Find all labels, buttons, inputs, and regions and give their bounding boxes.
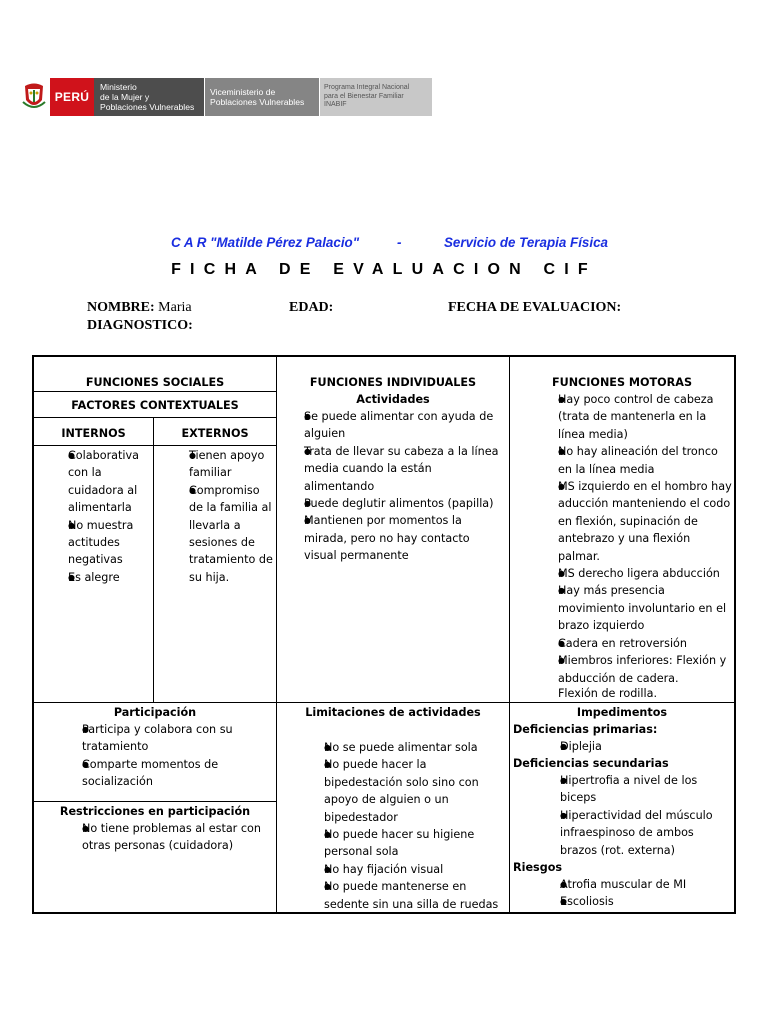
ministry-badge: Ministerio de la Mujer y Poblaciones Vulnerables: [94, 78, 204, 116]
list-item: ● Comparte momentos de socialización: [60, 756, 272, 791]
header-funciones-individuales: FUNCIONES INDIVIDUALES: [309, 376, 477, 389]
page-title: FICHA DE EVALUACION CIF: [171, 261, 597, 278]
header-factores-contextuales: FACTORES CONTEXTUALES: [71, 399, 239, 412]
list-item: ● No puede hacer la bipedestación solo sino con apoyo de alguien o un bipedestador: [302, 756, 506, 826]
motoras-list: [558, 391, 734, 687]
list-item: ● Miembros inferiores: Flexión y abducción de cadera.: [534, 652, 734, 687]
list-item: ● Hipertrofia a nivel de los biceps: [536, 772, 732, 807]
list-item: ● Diplejia: [536, 738, 732, 755]
list-item: ● Hiperactividad del músculo infraespinoso de ambos brazos (rot. externa): [536, 807, 732, 859]
peru-badge: PERÚ: [50, 78, 94, 116]
header-internos: INTERNOS: [61, 427, 126, 440]
list-item: ● Participa y colabora con su tratamiento: [60, 721, 272, 756]
list-item: ● MS derecho ligera abducción: [534, 565, 734, 582]
restricciones-list: [82, 820, 272, 855]
list-item: ● No muestra actitudes negativas: [41, 517, 149, 569]
header-actividades: Actividades: [356, 393, 430, 406]
list-item: ● No puede mantenerse en sedente sin una silla de ruedas: [302, 878, 506, 913]
list-item: ● Compromiso de la familia al llevarla a sesiones de tratamiento de su hija.: [162, 482, 274, 586]
list-item: ● Hay poco control de cabeza (trata de mantenerla en la línea media): [534, 391, 734, 443]
list-item: ● No puede hacer su higiene personal sola: [302, 826, 506, 861]
deficiencias-secundarias-list: [560, 772, 732, 859]
viceministry-badge: Viceministerio de Poblaciones Vulnerables: [205, 78, 319, 116]
program-badge: Programa Integral Nacional para el Bienestar Familiar INABIF: [320, 78, 432, 116]
evaluation-table: [32, 355, 736, 914]
internos-list: [41, 447, 149, 586]
center-name: C A R "Matilde Pérez Palacio": [171, 235, 360, 250]
actividades-list: [304, 408, 504, 565]
list-item: ● Mantienen por momentos la mirada, pero no hay contacto visual permanente: [284, 512, 504, 564]
service-name: Servicio de Terapia Física: [444, 235, 608, 250]
externos-list: [162, 447, 274, 586]
coat-of-arms-icon: [18, 78, 50, 116]
list-item: ● Es alegre: [41, 569, 149, 586]
list-item: ● No hay fijación visual: [302, 861, 506, 878]
edad-field: EDAD:: [289, 300, 334, 315]
list-item: ● Trata de llevar su cabeza a la línea media cuando la están alimentando: [284, 443, 504, 495]
riesgos-list: [560, 876, 732, 911]
header-impedimentos: Impedimentos: [576, 706, 668, 719]
institution-logo-bar: [18, 78, 432, 116]
list-item: ● Atrofia muscular de MI: [536, 876, 732, 893]
nombre-value: Maria: [158, 300, 192, 315]
header-participacion: Participación: [113, 706, 197, 719]
limitaciones-list: [324, 739, 506, 913]
deficiencias-secundarias-label: Deficiencias secundarias: [513, 757, 669, 770]
header-limitaciones: Limitaciones de actividades: [305, 706, 481, 719]
deficiencias-primarias-list: [560, 738, 732, 755]
list-item: ● No hay alineación del tronco en la línea media: [534, 443, 734, 478]
list-item: ● Puede deglutir alimentos (papilla): [284, 495, 504, 512]
motoras-extra: Flexión de rodilla.: [558, 687, 658, 700]
list-item: ● Hay más presencia movimiento involuntario en el brazo izquierdo: [534, 582, 734, 634]
list-item: ● MS izquierdo en el hombro hay aducción manteniendo el codo en flexión, supinación de antebrazo y una flexión palmar.: [534, 478, 734, 565]
header-restricciones: Restricciones en participación: [59, 805, 251, 818]
list-item: ● Colaborativa con la cuidadora al alimentarla: [41, 447, 149, 517]
list-item: ● Cadera en retroversión: [534, 635, 734, 652]
diagnostico-field: DIAGNOSTICO:: [87, 318, 193, 333]
list-item: ● Escoliosis: [536, 893, 732, 910]
nombre-field: NOMBRE: Maria: [87, 300, 192, 315]
deficiencias-primarias-label: Deficiencias primarias:: [513, 723, 658, 736]
participacion-list: [82, 721, 272, 791]
list-item: ● No se puede alimentar sola: [302, 739, 506, 756]
header-funciones-motoras: FUNCIONES MOTORAS: [551, 376, 693, 389]
list-item: ● Se puede alimentar con ayuda de alguien: [284, 408, 504, 443]
list-item: ● No tiene problemas al estar con otras personas (cuidadora): [60, 820, 272, 855]
separator-dash: -: [397, 235, 402, 250]
list-item: ● Tienen apoyo familiar: [162, 447, 274, 482]
header-externos: EXTERNOS: [181, 427, 249, 440]
fecha-field: FECHA DE EVALUACION:: [448, 300, 622, 315]
header-funciones-sociales: FUNCIONES SOCIALES: [85, 376, 225, 389]
riesgos-label: Riesgos: [513, 861, 563, 874]
